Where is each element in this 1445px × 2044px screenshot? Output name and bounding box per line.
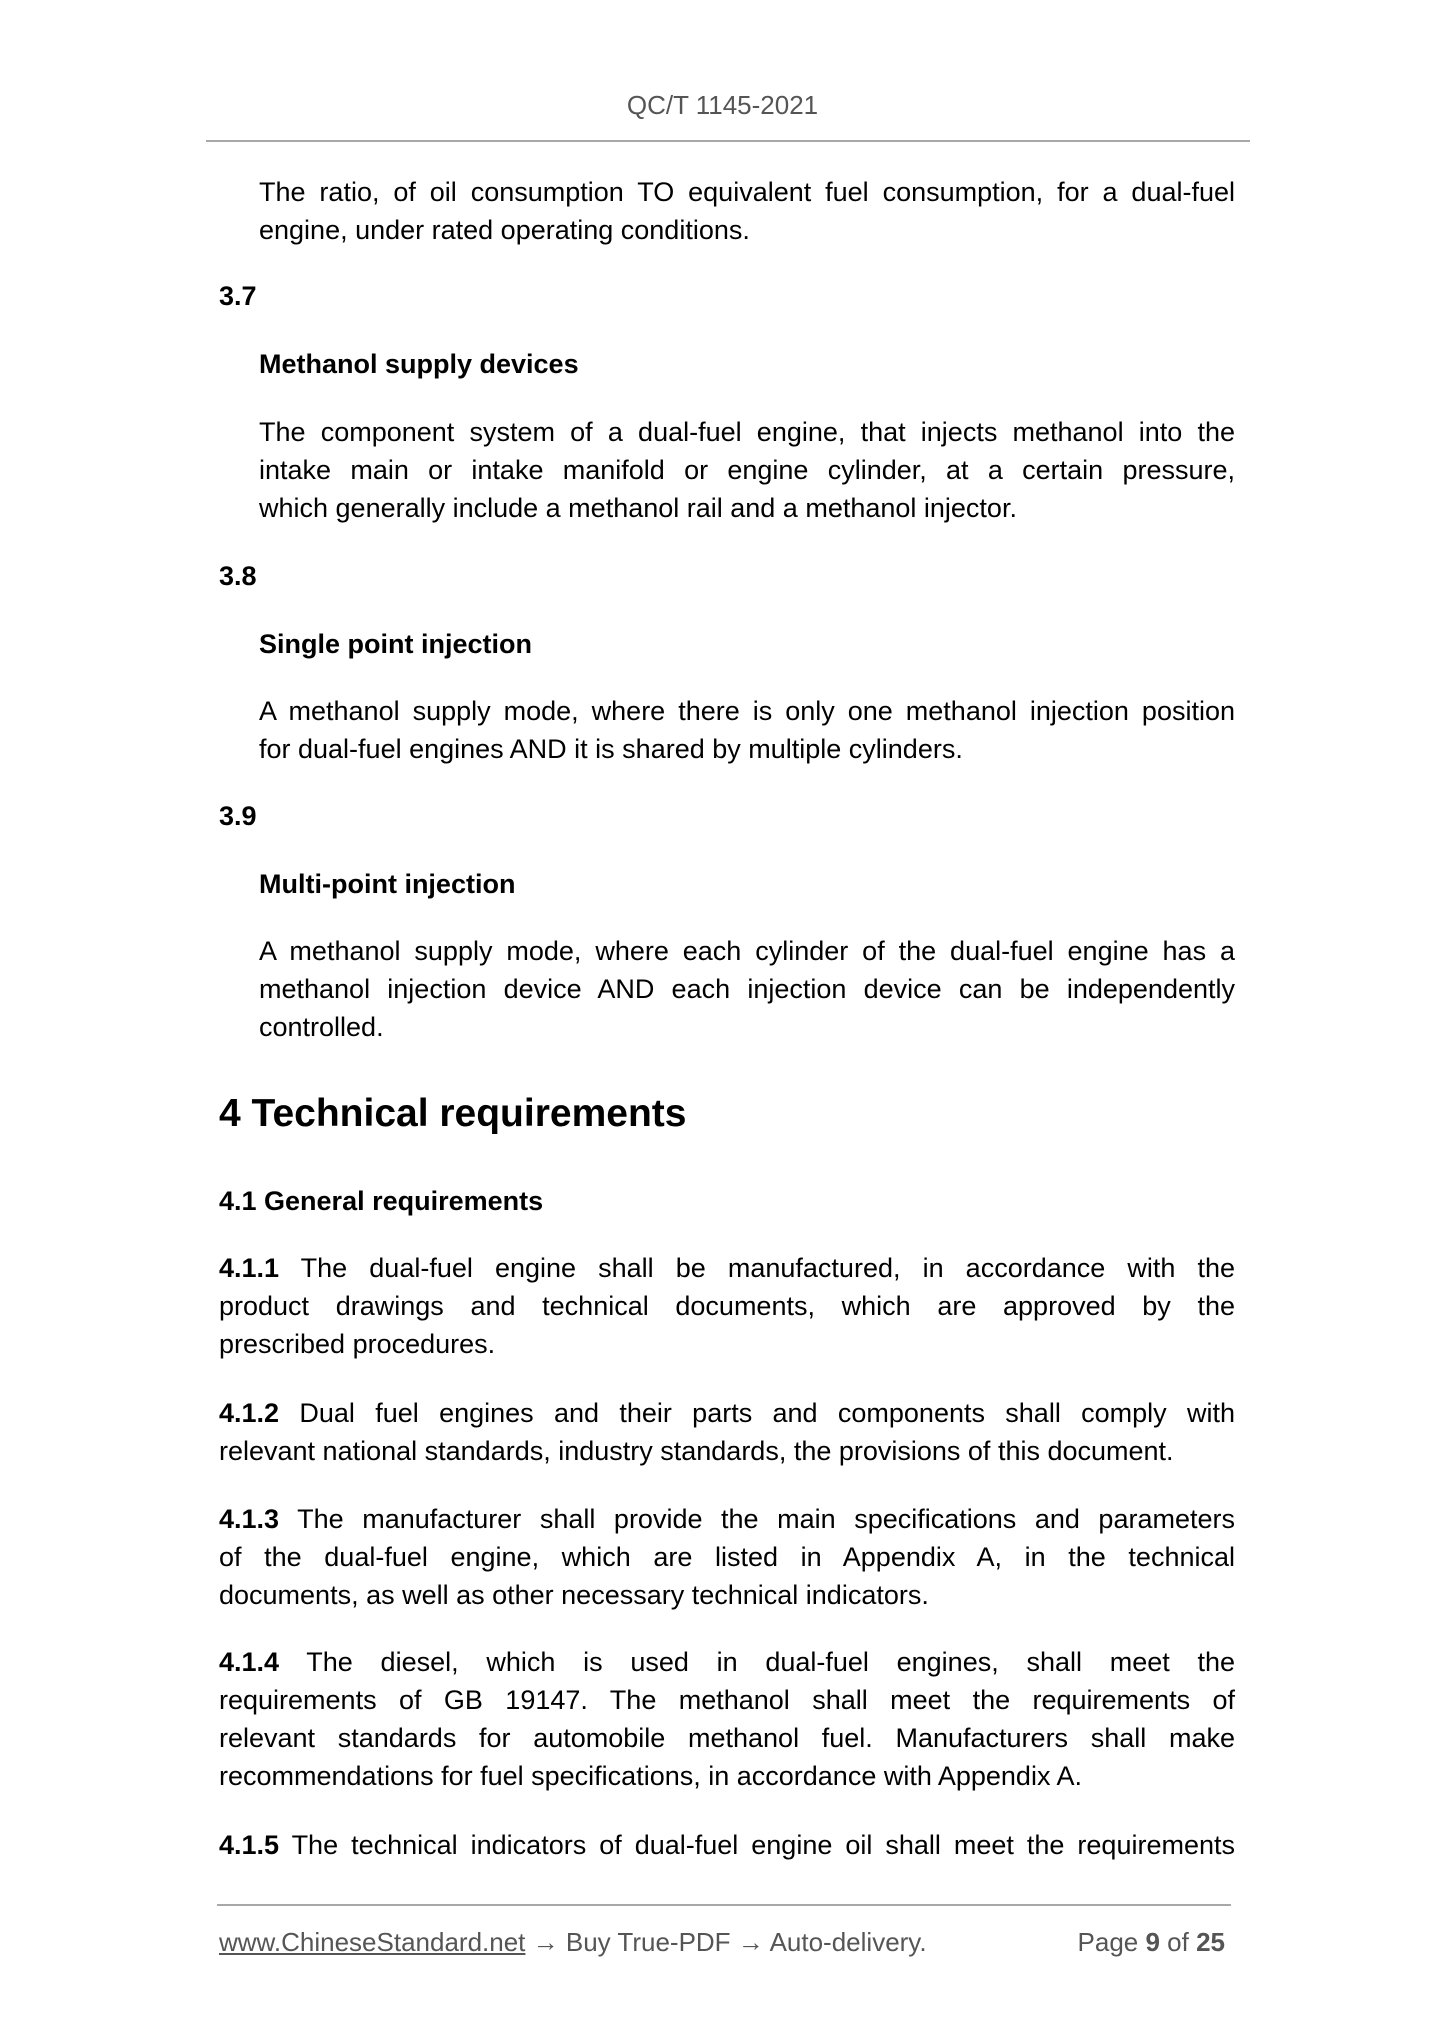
paragraph-line	[219, 1719, 1235, 1757]
page-indicator	[1078, 1923, 1225, 1961]
paragraph-line	[219, 1681, 1235, 1719]
line-text: for dual-fuel engines AND it is shared by multiple cylinders.	[259, 734, 963, 764]
paragraph-line	[219, 1394, 1235, 1432]
clause-number: 4.1.1	[219, 1253, 280, 1283]
line-text: methanol injection device AND each injection device can be independently	[259, 974, 1235, 1004]
line-text: relevant standards for automobile methanol fuel. Manufacturers shall make	[219, 1723, 1235, 1753]
paragraph	[259, 692, 1235, 768]
paragraph	[219, 1249, 1235, 1363]
paragraph-line	[219, 1432, 1235, 1470]
line-text: The component system of a dual-fuel engine, that injects methanol into the	[259, 417, 1235, 447]
paragraph-line	[259, 1008, 1235, 1046]
term-title: Single point injection	[259, 629, 532, 659]
paragraph-line	[259, 692, 1235, 730]
clause-number: 4.1 General requirements	[219, 1186, 544, 1216]
line-text: The dual-fuel engine shall be manufactured, in accordance with the	[279, 1253, 1235, 1283]
of-label: of	[1159, 1927, 1197, 1957]
footer-divider	[217, 1904, 1231, 1906]
term-title: Methanol supply devices	[259, 349, 579, 379]
page-footer	[219, 1923, 1235, 1961]
clause-number: 4.1.3	[219, 1504, 280, 1534]
page-number: 9	[1145, 1927, 1160, 1957]
line-text: The technical indicators of dual-fuel engine oil shall meet the requirements	[279, 1830, 1235, 1860]
paragraph-line	[259, 489, 1235, 527]
header-divider	[206, 140, 1250, 142]
line-text: prescribed procedures.	[219, 1329, 496, 1359]
paragraph-line	[259, 211, 1235, 249]
paragraph-line	[219, 1325, 1235, 1363]
paragraph-line	[219, 1826, 1235, 1864]
paragraph	[259, 413, 1235, 527]
paragraph-line	[219, 1538, 1235, 1576]
paragraph-line	[219, 1757, 1235, 1795]
paragraph-line	[259, 173, 1235, 211]
line-text: controlled.	[259, 1012, 384, 1042]
paragraph-line	[219, 1643, 1235, 1681]
line-text: requirements of GB 19147. The methanol shall meet the requirements of	[219, 1685, 1235, 1715]
paragraph-line	[219, 1249, 1235, 1287]
line-text: The diesel, which is used in dual-fuel engines, shall meet the	[279, 1647, 1235, 1677]
paragraph	[219, 1500, 1235, 1614]
line-text: The ratio, of oil consumption TO equivalent fuel consumption, for a dual-fuel	[259, 177, 1235, 207]
paragraph-line	[219, 1287, 1235, 1325]
paragraph	[219, 1643, 1235, 1795]
line-text: A methanol supply mode, where there is only one methanol injection position	[259, 696, 1235, 726]
clause-number: 3.9	[219, 801, 257, 831]
paragraph	[259, 932, 1235, 1046]
page-label: Page	[1077, 1927, 1146, 1957]
paragraph	[219, 1826, 1235, 1864]
paragraph	[259, 173, 1235, 249]
website-link[interactable]: www.ChineseStandard.net	[219, 1927, 526, 1957]
clause-number: 3.8	[219, 561, 257, 591]
term-title: Multi-point injection	[259, 869, 516, 899]
line-text: engine, under rated operating conditions.	[259, 215, 750, 245]
paragraph-line	[259, 970, 1235, 1008]
clause-number: 4.1.2	[219, 1398, 280, 1428]
clause-number: 4.1.5	[219, 1830, 280, 1860]
paragraph	[219, 1394, 1235, 1470]
page-total: 25	[1196, 1927, 1225, 1957]
line-text: The manufacturer shall provide the main specifications and parameters	[279, 1504, 1235, 1534]
paragraph-line	[259, 451, 1235, 489]
line-text: A methanol supply mode, where each cylinder of the dual-fuel engine has a	[259, 936, 1235, 966]
paragraph-line	[219, 1500, 1235, 1538]
line-text: documents, as well as other necessary technical indicators.	[219, 1580, 929, 1610]
line-text: Dual fuel engines and their parts and components shall comply with	[279, 1398, 1235, 1428]
paragraph-line	[259, 730, 1235, 768]
paragraph-line	[219, 1576, 1235, 1614]
document-header: QC/T 1145-2021	[626, 90, 819, 120]
line-text: product drawings and technical documents, which are approved by the	[219, 1291, 1235, 1321]
footer-promo: → Buy True-PDF → Auto-delivery.	[525, 1927, 927, 1957]
clause-number: 4.1.4	[219, 1647, 280, 1677]
line-text: recommendations for fuel specifications, in accordance with Appendix A.	[219, 1761, 1082, 1791]
paragraph-line	[259, 932, 1235, 970]
line-text: which generally include a methanol rail and a methanol injector.	[259, 493, 1017, 523]
line-text: relevant national standards, industry standards, the provisions of this document.	[219, 1436, 1174, 1466]
section-heading: 4 Technical requirements	[219, 1092, 687, 1135]
paragraph-line	[259, 413, 1235, 451]
line-text: intake main or intake manifold or engine cylinder, at a certain pressure,	[259, 455, 1235, 485]
line-text: of the dual-fuel engine, which are listed in Appendix A, in the technical	[219, 1542, 1235, 1572]
clause-number: 3.7	[219, 281, 257, 311]
